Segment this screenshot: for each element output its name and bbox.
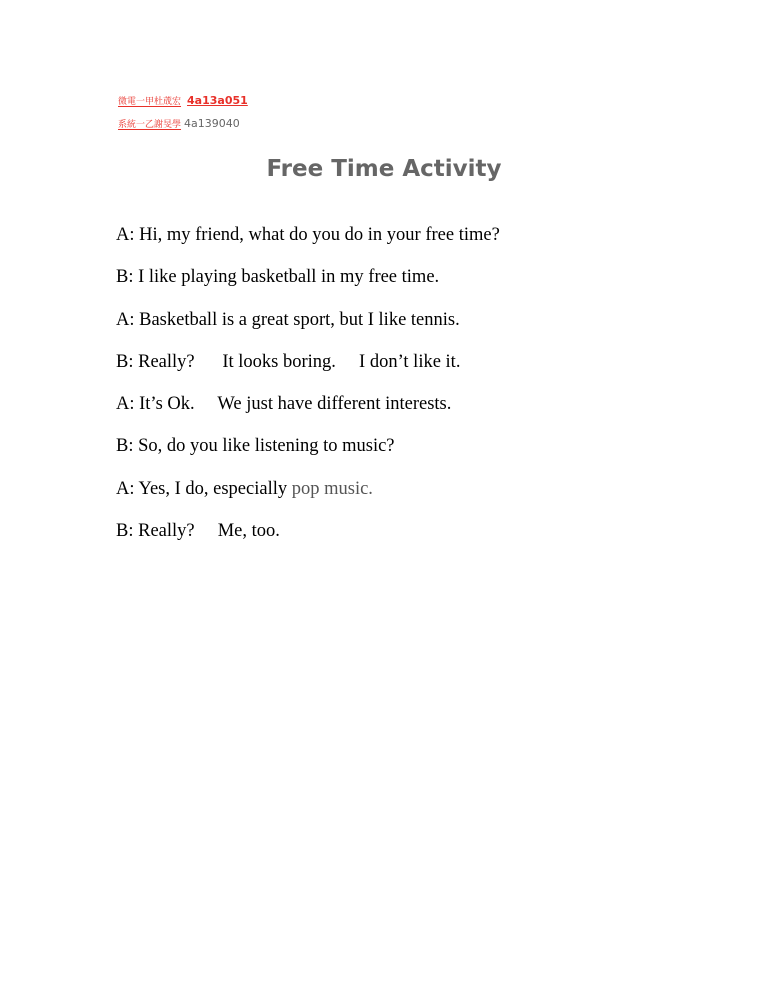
dialogue-line: A: Hi, my friend, what do you do in your free time? bbox=[116, 225, 500, 245]
student1-name[interactable]: 微電一甲杜荿宏 bbox=[118, 97, 182, 107]
dialogue-line: A: Basketball is a great sport, but I like tennis. bbox=[116, 309, 460, 330]
dialogue-line: B: Really? Me, too. bbox=[116, 521, 280, 542]
student1-id[interactable]: 4a13a051 bbox=[187, 94, 248, 107]
dialogue-line bbox=[116, 477, 500, 519]
dialogue bbox=[116, 223, 500, 561]
dialogue-line: B: So, do you like listening to music? bbox=[116, 436, 395, 457]
page-title bbox=[0, 156, 768, 182]
author-line-2 bbox=[118, 112, 240, 131]
dialogue-line: B: Really? It looks boring. I don’t like it. bbox=[116, 351, 461, 372]
student2-id: 4a139040 bbox=[184, 117, 240, 130]
dialogue-line: A: It’s Ok. We just have different interests. bbox=[116, 394, 452, 415]
dialogue-highlight: pop music. bbox=[291, 478, 373, 499]
page-title-text: Free Time Activity bbox=[266, 156, 502, 182]
author-line-1 bbox=[118, 89, 248, 108]
dialogue-line-text: A: Yes, I do, especially bbox=[116, 478, 292, 499]
student2-name[interactable]: 系統一乙謝旻學 bbox=[118, 120, 182, 130]
dialogue-line: B: I like playing basketball in my free time. bbox=[116, 267, 440, 288]
